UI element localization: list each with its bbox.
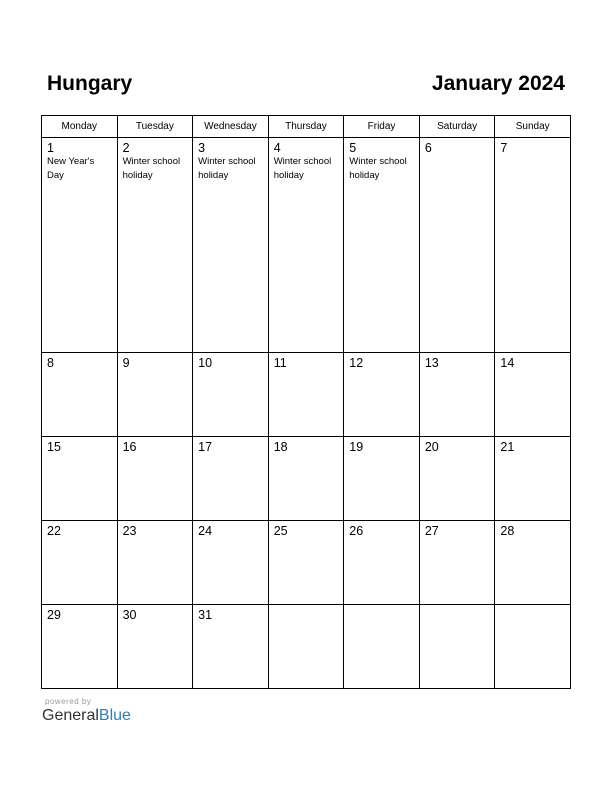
day-cell	[419, 604, 495, 688]
day-cell	[268, 436, 344, 520]
day-cell	[419, 436, 495, 520]
day-cell	[419, 352, 495, 436]
day-cell	[344, 604, 420, 688]
day-number: 4	[273, 141, 281, 155]
day-number: 6	[424, 141, 432, 155]
holiday-label: Winter school holiday	[122, 156, 181, 181]
holiday-label: Winter school holiday	[198, 156, 256, 181]
day-number: 16	[122, 439, 137, 454]
calendar-grid	[41, 115, 571, 689]
day-number: 15	[47, 439, 61, 454]
footer-branding	[42, 697, 131, 725]
day-number: 23	[122, 523, 137, 538]
day-cell	[419, 520, 495, 604]
day-cell	[495, 138, 571, 353]
holiday-label: Winter school holiday	[349, 156, 407, 181]
day-number: 19	[349, 439, 364, 454]
day-cell	[193, 138, 269, 353]
day-number: 31	[198, 607, 213, 622]
day-number: 18	[273, 439, 288, 454]
day-cell	[495, 436, 571, 520]
logo-text-blue: Blue	[98, 707, 131, 724]
day-number: 11	[273, 355, 287, 370]
day-cell	[344, 436, 420, 520]
weekday-friday: Friday	[344, 116, 420, 138]
day-cell	[117, 138, 193, 353]
day-cell	[495, 604, 571, 688]
weekday-monday: Monday	[42, 116, 118, 138]
day-cell	[268, 604, 344, 688]
day-cell	[344, 352, 420, 436]
day-number: 29	[47, 607, 61, 622]
day-number: 9	[122, 355, 130, 370]
weekday-wednesday: Wednesday	[193, 116, 269, 138]
week-row	[42, 352, 571, 436]
weekday-sunday: Sunday	[495, 116, 571, 138]
day-number: 21	[500, 439, 515, 454]
day-cell	[344, 138, 420, 353]
logo-text-general: General	[42, 707, 99, 724]
day-number: 17	[198, 439, 213, 454]
month-title: January 2024	[431, 72, 565, 95]
day-cell	[42, 604, 118, 688]
day-number: 8	[47, 355, 54, 370]
day-cell	[117, 436, 193, 520]
day-number: 2	[122, 141, 130, 155]
day-cell	[193, 520, 269, 604]
day-cell	[193, 604, 269, 688]
day-number: 1	[47, 141, 54, 155]
day-number: 10	[198, 355, 213, 370]
day-cell	[495, 520, 571, 604]
day-cell	[42, 138, 118, 353]
week-row	[42, 436, 571, 520]
day-number: 12	[349, 355, 364, 370]
day-number: 14	[500, 355, 515, 370]
day-cell	[42, 436, 118, 520]
weekday-thursday: Thursday	[268, 116, 344, 138]
country-title: Hungary	[47, 72, 133, 95]
day-cell	[268, 352, 344, 436]
day-number: 7	[500, 141, 508, 155]
day-number: 25	[273, 523, 288, 538]
day-number: 20	[424, 439, 439, 454]
day-cell	[117, 352, 193, 436]
day-cell	[117, 520, 193, 604]
day-number: 27	[424, 523, 439, 538]
day-cell	[495, 352, 571, 436]
day-cell	[268, 520, 344, 604]
day-cell	[344, 520, 420, 604]
week-row	[42, 604, 571, 688]
weekday-saturday: Saturday	[419, 116, 495, 138]
day-number: 28	[500, 523, 515, 538]
generalblue-logo	[42, 707, 131, 725]
day-number: 5	[349, 141, 357, 155]
day-cell	[419, 138, 495, 353]
holiday-label: Winter school holiday	[273, 156, 332, 181]
week-row	[42, 138, 571, 353]
day-number: 3	[198, 141, 206, 155]
holiday-label: New Year's Day	[47, 156, 95, 181]
day-cell	[42, 520, 118, 604]
day-cell	[42, 352, 118, 436]
day-cell	[193, 352, 269, 436]
powered-by-text: powered by	[45, 697, 92, 706]
day-number: 13	[424, 355, 439, 370]
week-row	[42, 520, 571, 604]
day-cell	[117, 604, 193, 688]
day-number: 22	[47, 523, 61, 538]
day-number: 26	[349, 523, 364, 538]
day-number: 30	[122, 607, 137, 622]
day-number: 24	[198, 523, 213, 538]
day-cell	[193, 436, 269, 520]
weekday-header-row	[42, 116, 571, 138]
weekday-tuesday: Tuesday	[117, 116, 193, 138]
day-cell	[268, 138, 344, 353]
